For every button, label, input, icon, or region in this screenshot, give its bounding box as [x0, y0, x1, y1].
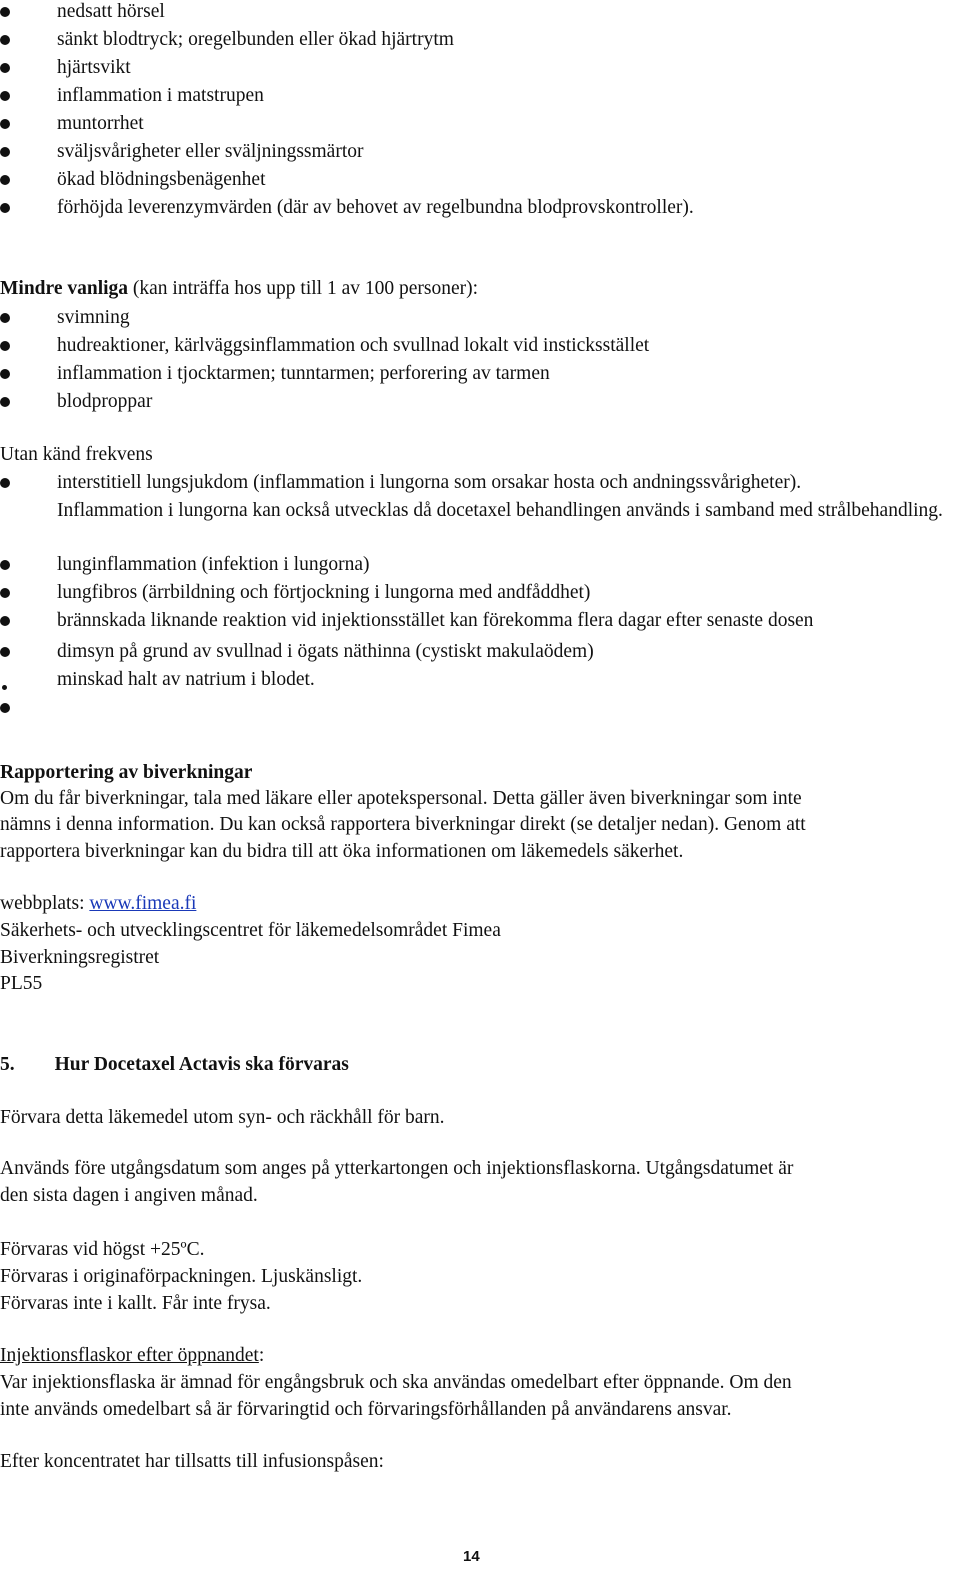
list-item: ökad blödningsbenägenhet — [0, 166, 960, 194]
reporting-line: rapportera biverkningar kan du bidra till att öka informationen om läkemedels säkerhet. — [0, 841, 684, 862]
storage-text: Förvaras i originaförpackningen. Ljuskänsligt. — [0, 1266, 363, 1287]
bullet-icon — [0, 7, 10, 17]
side-effects-list-common — [0, 0, 960, 222]
bullet-icon — [0, 588, 10, 598]
storage-text: Efter koncentratet har tillsatts till infusionspåsen: — [0, 1451, 384, 1472]
storage-text: Förvaras vid högst +25ºC. — [0, 1239, 205, 1260]
bullet-icon — [0, 647, 10, 657]
list-item: minskad halt av natrium i blodet. — [0, 666, 960, 694]
list-item: blodproppar — [0, 388, 960, 416]
storage-text: inte används omedelbart så är förvaringtid och förvaringsförhållanden på användarens ansvar. — [0, 1399, 732, 1420]
bullet-icon — [0, 203, 10, 213]
storage-text: Var injektionsflaska är ämnad för engångsbruk och ska användas omedelbart efter öppnande. Om den — [0, 1372, 792, 1393]
page-number: 14 — [463, 1548, 480, 1565]
side-effects-list-unknown-2 — [0, 551, 960, 635]
contact-line: Säkerhets- och utvecklingscentret för läkemedelsområdet Fimea — [0, 920, 501, 941]
side-effects-list-uncommon — [0, 304, 960, 416]
list-item: dimsyn på grund av svullnad i ögats näthinna (cystiskt makulaödem) — [0, 638, 960, 666]
bullet-icon — [0, 369, 10, 379]
bullet-icon — [0, 63, 10, 73]
contact-line: Biverkningsregistret — [0, 947, 160, 968]
reporting-line: Om du får biverkningar, tala med läkare eller apotekspersonal. Detta gäller även biverkningar som inte — [0, 788, 802, 809]
vial-after-opening-heading: Injektionsflaskor efter öppnandet: — [0, 1345, 265, 1366]
bullet-icon — [0, 397, 10, 407]
list-item: inflammation i tjocktarmen; tunntarmen; perforering av tarmen — [0, 360, 960, 388]
side-effects-list-unknown-3 — [0, 638, 960, 722]
bullet-icon — [0, 147, 10, 157]
bullet-icon — [0, 91, 10, 101]
bullet-icon — [0, 478, 10, 488]
list-item-continuation: Inflammation i lungorna kan också utvecklas då docetaxel behandlingen används i samband med strålbehandling. — [57, 500, 943, 521]
list-item — [0, 694, 960, 722]
reporting-line: nämns i denna information. Du kan också rapportera biverkningar direkt (se detaljer nedan). Genom att — [0, 814, 806, 835]
section-heading: 5. Hur Docetaxel Actavis ska förvaras — [0, 1054, 349, 1075]
storage-text: Används före utgångsdatum som anges på ytterkartongen och injektionsflaskorna. Utgångsdatumet är — [0, 1158, 794, 1179]
bullet-icon — [0, 616, 10, 626]
side-effects-list-unknown — [0, 469, 960, 497]
list-item: lunginflammation (infektion i lungorna) — [0, 551, 960, 579]
list-item: förhöjda leverenzymvärden (där av behovet av regelbundna blodprovskontroller). — [0, 194, 960, 222]
contact-line: PL55 — [0, 973, 43, 994]
list-item: svimning — [0, 304, 960, 332]
list-item: sänkt blodtryck; oregelbunden eller ökad hjärtrytm — [0, 26, 960, 54]
website-link[interactable]: www.fimea.fi — [89, 893, 197, 914]
bullet-icon — [0, 35, 10, 45]
bullet-icon — [0, 341, 10, 351]
list-item: hjärtsvikt — [0, 54, 960, 82]
bullet-icon — [0, 119, 10, 129]
unknown-frequency-heading: Utan känd frekvens — [0, 444, 153, 465]
list-item: lungfibros (ärrbildning och förtjockning i lungorna med andfåddhet) — [0, 579, 960, 607]
storage-text: den sista dagen i angiven månad. — [0, 1185, 258, 1206]
bullet-icon — [0, 703, 10, 713]
storage-text: Förvara detta läkemedel utom syn- och räckhåll för barn. — [0, 1107, 445, 1128]
bullet-icon — [0, 313, 10, 323]
uncommon-heading: Mindre vanliga (kan inträffa hos upp till 1 av 100 personer): — [0, 278, 479, 299]
list-item: muntorrhet — [0, 110, 960, 138]
bullet-icon — [2, 685, 7, 690]
bullet-icon — [0, 175, 10, 185]
website-line: webbplats: www.fimea.fi — [0, 893, 197, 914]
storage-text: Förvaras inte i kallt. Får inte frysa. — [0, 1293, 271, 1314]
list-item: inflammation i matstrupen — [0, 82, 960, 110]
reporting-heading: Rapportering av biverkningar — [0, 762, 253, 783]
list-item: interstitiell lungsjukdom (inflammation i lungorna som orsakar hosta och andningssvårigheter). — [0, 469, 960, 497]
list-item: sväljsvårigheter eller sväljningssmärtor — [0, 138, 960, 166]
list-item: brännskada liknande reaktion vid injektionsstället kan förekomma flera dagar efter senaste dosen — [0, 607, 960, 635]
list-item: hudreaktioner, kärlväggsinflammation och svullnad lokalt vid insticksstället — [0, 332, 960, 360]
list-item: nedsatt hörsel — [0, 0, 960, 26]
bullet-icon — [0, 560, 10, 570]
